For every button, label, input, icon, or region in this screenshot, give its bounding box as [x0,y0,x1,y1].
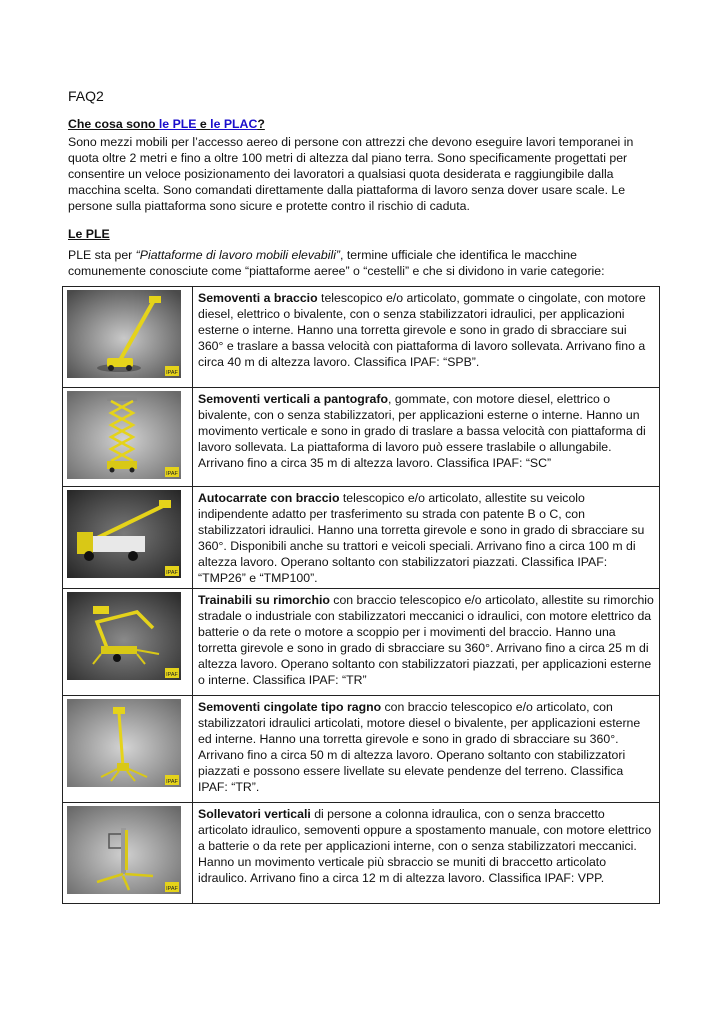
intro-paragraph: Sono mezzi mobili per l’accesso aereo di persone con attrezzi che devono eseguire lavori temporanei in quota oltre 2 metri e fino a oltre 100 metri di altezza dal piano terra. Sono specificamente progettati per consentire un veloce posizionamento dei lavoratori a qualsiasi quota desiderata e raggiungibile dalla macchina scelta. Sono comandati direttamente dalla piattaforma di lavoro senza dover usare scale. Le persone sulla piattaforma sono sicure e protette contro il rischio di caduta. [68,135,634,213]
image-cell [63,803,193,904]
category-description [193,388,660,487]
boom-lift-image [67,290,181,378]
category-name: Sollevatori verticali [198,807,311,821]
scissor-lift-image [67,391,181,479]
svg-text:IPAF: IPAF [166,672,178,678]
category-description [193,487,660,589]
category-description [193,287,660,388]
svg-text:IPAF: IPAF [166,570,178,576]
table-row [63,388,660,487]
category-text: telescopico e/o articolato, gommate o cingolate, con motore diesel, elettrico o bivalente, con o senza stabilizzatori idraulici, per applicazioni esterne o interne. Hanno una torretta girevole e sono in grado di sbracciare sui 360° e traslare a bassa velocità con piattaforma di lavoro sollevata. Arrivano fino a circa 40 m di altezza lavoro. Classifica IPAF: “SPB”. [198,291,646,369]
image-cell [63,696,193,803]
table-row [63,589,660,696]
truck-mounted-lift-image [67,490,181,578]
spider-lift-image [67,699,181,787]
ple-def-italic: “Piattaforme di lavoro mobili elevabili” [135,248,341,262]
question-heading [68,117,265,131]
vertical-personnel-lift-image [67,806,181,894]
category-text: con braccio telescopico e/o articolato, con stabilizzatori idraulici articolati, motore diesel o bivalente, per applicazioni esterne ed interne. Hanno una torretta girevole e sono in grado di sbracciare su 360°. Arrivano fino a circa 50 m di altezza lavoro. Operano soltanto con stabilizzatori piazzati e possono essere livellate su elevate pendenze del terreno. Classifica IPAF: “TR”. [198,700,641,794]
category-name: Autocarrate con braccio [198,491,340,505]
image-cell [63,388,193,487]
question-prefix: Che cosa sono [68,117,159,131]
table-row [63,287,660,388]
svg-text:IPAF: IPAF [166,886,178,892]
trailer-lift-image [67,592,181,680]
category-name: Trainabili su rimorchio [198,593,330,607]
table-row [63,487,660,589]
categories-table [62,286,660,904]
category-description [193,803,660,904]
image-cell [63,487,193,589]
category-description [193,696,660,803]
svg-text:IPAF: IPAF [166,370,178,376]
table-row [63,803,660,904]
link-le-ple[interactable]: le PLE [158,117,197,131]
link-le-plac[interactable]: le PLAC [210,117,258,131]
category-description [193,589,660,696]
faq-title: FAQ2 [68,88,104,104]
ple-def-suffix: , termine ufficiale che identifica le macchine comunemente conosciute come “piattaforme aeree” o “cestelli” e che si dividono in varie categorie: [68,248,605,278]
ple-def-prefix: PLE sta per [68,248,136,262]
category-text: telescopico e/o articolato, allestite su veicolo indipendente adatto per trasferimento su strada con patente B o C, con stabilizzatori idraulici. Hanno una torretta girevole e sono in grado di sbracciare su 360°. Disponibili anche su trattori e veicoli speciali. Arrivano fino a circa 100 m di altezza lavoro. Operano soltanto con stabilizzatori piazzati. Classifica IPAF: “TMP26” e “TMP100”. [198,491,645,585]
ple-definition [68,247,658,279]
image-cell [63,287,193,388]
section-title-le-ple: Le PLE [68,227,110,241]
category-name: Semoventi verticali a pantografo [198,392,388,406]
category-name: Semoventi a braccio [198,291,318,305]
category-name: Semoventi cingolate tipo ragno [198,700,382,714]
category-text: con braccio telescopico e/o articolato, allestite su rimorchio stradale o industriale con stabilizzatori meccanici o idraulici, con motore elettrico da batterie o da rete o motore a scoppio per i movimenti del braccio. Hanno una torretta girevole e sono in grado di sbracciare su 360°. Arrivano fino a circa 25 m di altezza lavoro. Operano soltanto con stabilizzatori piazzati, per applicazioni esterne o interne. Classifica IPAF: “TR” [198,593,654,687]
question-suffix: ? [257,117,265,131]
category-text: di persone a colonna idraulica, con o senza braccetto articolato idraulico, semoventi oppure a spostamento manuale, con motore elettrico a batterie o da rete per applicazioni interne, con o senza stabilizzatori meccanici. Hanno un movimento verticale più sbraccio se muniti di braccetto articolato idraulico. Arrivano fino a circa 12 m di altezza lavoro. Classifica IPAF: VPP. [198,807,652,885]
table-row [63,696,660,803]
question-mid: e [196,117,211,131]
category-text: , gommate, con motore diesel, elettrico o bivalente, con o senza stabilizzatori, per applicazioni esterne o interne. Hanno un movimento verticale e sono in grado di traslare a bassa velocità con piattaforma di lavoro sollevata. La piattaforma di lavoro può essere traslabile o allungabile. Arrivano fino a circa 35 m di altezza lavoro. Classifica IPAF: “SC” [198,392,646,470]
svg-text:IPAF: IPAF [166,471,178,477]
svg-text:IPAF: IPAF [166,779,178,785]
image-cell [63,589,193,696]
